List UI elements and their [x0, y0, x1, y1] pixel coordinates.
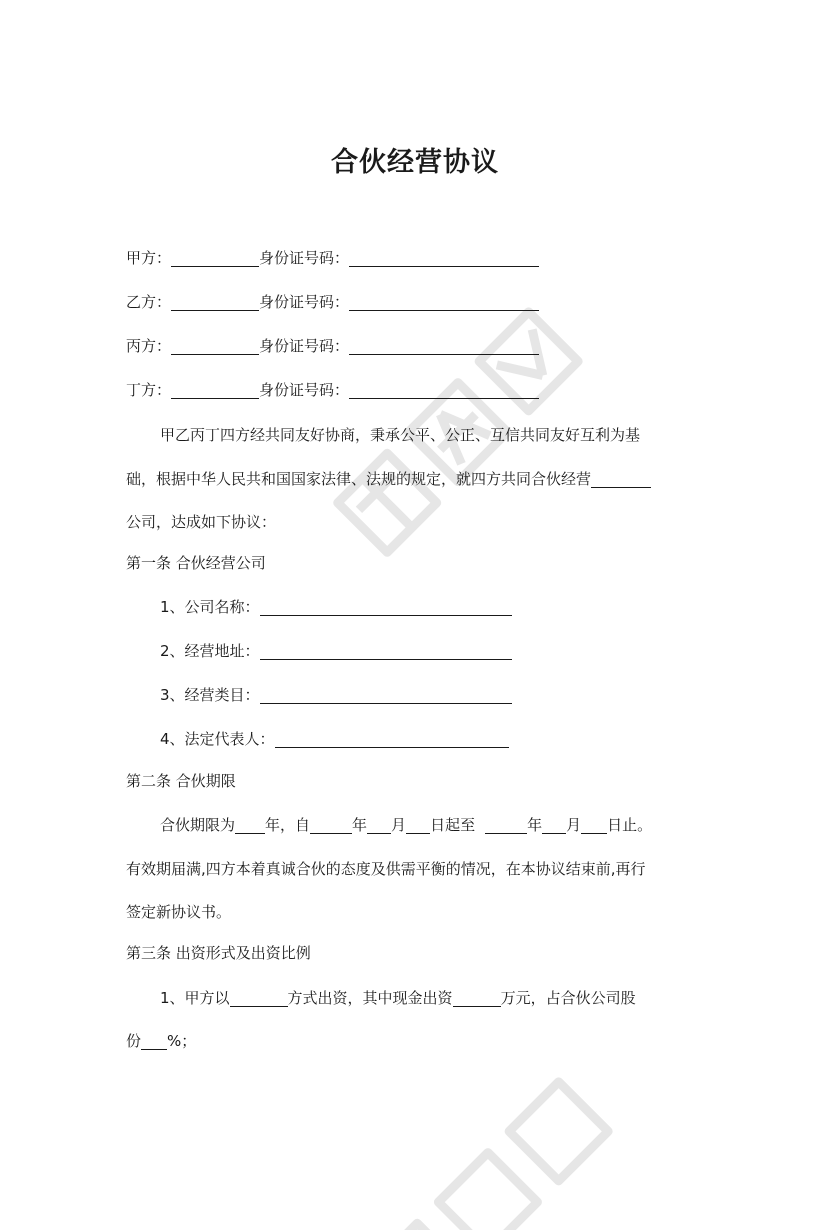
intro-line-2 [126, 469, 651, 489]
party-name-blank [171, 381, 259, 399]
article-1-heading: 第一条 合伙经营公司 [126, 554, 266, 572]
document-title: 合伙经营协议 [331, 147, 499, 178]
id-label: 身份证号码： [259, 337, 350, 355]
party-label: 甲方： [126, 249, 172, 267]
party-name-blank [171, 337, 259, 355]
id-number-blank [349, 381, 539, 399]
article-2-line-3: 签定新协议书。 [126, 903, 232, 921]
contribution-form-blank [230, 989, 288, 1007]
article-2-term-line [160, 815, 652, 835]
item-label: 3、经营类目： [160, 686, 260, 704]
item-text: %； [167, 1032, 197, 1050]
article-2-line-2: 有效期届满,四方本着真诚合伙的态度及供需平衡的情况，在本协议结束前,再行 [126, 860, 646, 878]
id-number-blank [349, 249, 539, 267]
party-row-d [126, 380, 539, 400]
party-row-b [126, 292, 539, 312]
article-1-item-4 [160, 729, 509, 749]
company-name-blank [260, 598, 512, 616]
id-number-blank [349, 337, 539, 355]
start-day-blank [406, 816, 430, 834]
party-label: 乙方： [126, 293, 172, 311]
cash-amount-blank [453, 989, 501, 1007]
legal-rep-blank [275, 730, 509, 748]
end-day-blank [581, 816, 607, 834]
share-percent-blank [141, 1032, 167, 1050]
term-text: 合伙期限为 [160, 816, 236, 834]
category-blank [260, 686, 512, 704]
intro-line-2-text: 础，根据中华人民共和国国家法律、法规的规定，就四方共同合伙经营 [126, 470, 592, 488]
item-text: 份 [126, 1032, 142, 1050]
item-label: 2、经营地址： [160, 642, 260, 660]
party-label: 丙方： [126, 337, 172, 355]
term-text: 年 [352, 816, 368, 834]
party-row-c [126, 336, 539, 356]
article-3-item-1 [160, 988, 636, 1008]
id-label: 身份证号码： [259, 293, 350, 311]
term-text: 日止。 [607, 816, 653, 834]
party-label: 丁方： [126, 381, 172, 399]
party-row-a [126, 248, 539, 268]
item-text: 方式出资，其中现金出资 [287, 989, 453, 1007]
end-year-blank [485, 816, 527, 834]
term-text: 年，自 [265, 816, 311, 834]
term-text: 年 [527, 816, 543, 834]
company-blank [591, 470, 651, 488]
end-month-blank [542, 816, 566, 834]
start-year-blank [310, 816, 352, 834]
id-label: 身份证号码： [259, 381, 350, 399]
party-name-blank [171, 293, 259, 311]
article-2-heading: 第二条 合伙期限 [126, 772, 236, 790]
article-3-heading: 第三条 出资形式及出资比例 [126, 944, 311, 962]
start-month-blank [367, 816, 391, 834]
term-text: 月 [566, 816, 582, 834]
party-name-blank [171, 249, 259, 267]
article-3-item-1-cont [126, 1031, 196, 1051]
years-blank [235, 816, 265, 834]
article-1-item-3 [160, 685, 512, 705]
item-label: 1、公司名称： [160, 598, 260, 616]
intro-line-1: 甲乙丙丁四方经共同友好协商，秉承公平、公正、互信共同友好互利为基 [160, 426, 641, 444]
address-blank [260, 642, 512, 660]
term-text: 日起至 [430, 816, 476, 834]
id-label: 身份证号码： [259, 249, 350, 267]
watermark-bottom [330, 1030, 660, 1230]
id-number-blank [349, 293, 539, 311]
article-1-item-2 [160, 641, 512, 661]
item-text: 1、甲方以 [160, 989, 230, 1007]
item-label: 4、法定代表人： [160, 730, 275, 748]
term-text: 月 [391, 816, 407, 834]
item-text: 万元，占合伙公司股 [500, 989, 636, 1007]
intro-line-3: 公司，达成如下协议： [126, 513, 277, 531]
article-1-item-1 [160, 597, 512, 617]
